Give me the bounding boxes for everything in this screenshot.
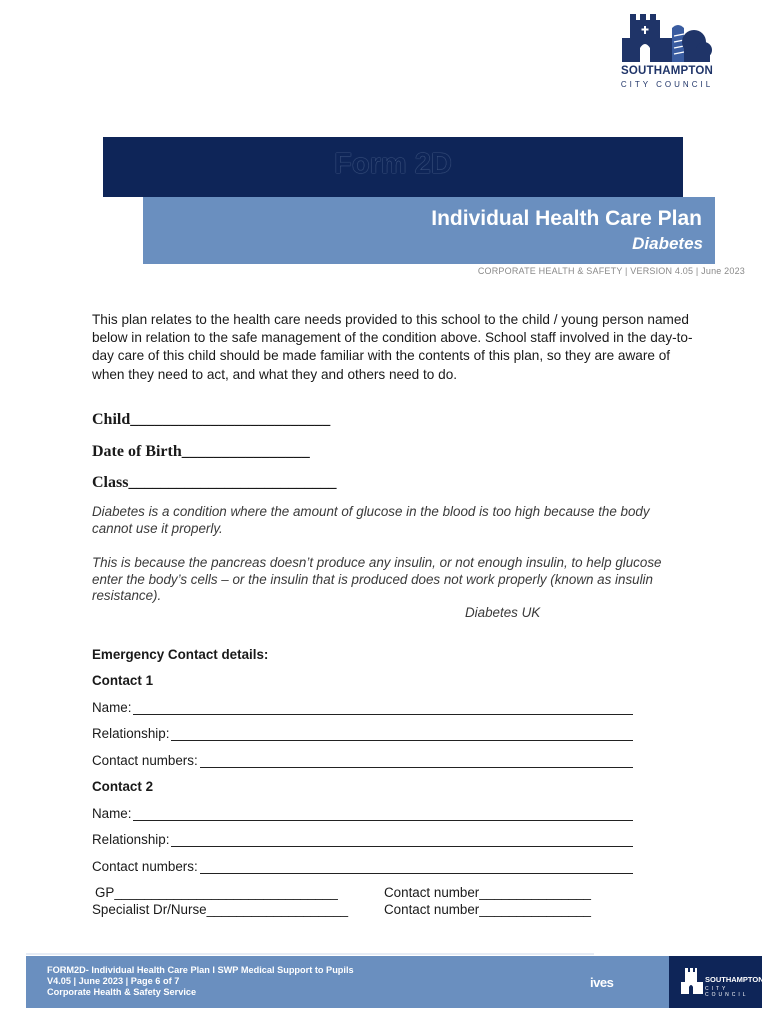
child-field[interactable]: Child_________________________ (92, 411, 331, 428)
definition-source: Diabetes UK (465, 605, 541, 620)
footer-crest-icon (681, 966, 703, 996)
field-label: Relationship: (92, 832, 170, 847)
emergency-heading: Emergency Contact details: (92, 647, 269, 662)
field-line[interactable] (171, 726, 633, 741)
plan-title: Individual Health Care Plan (431, 207, 702, 230)
field-line[interactable] (200, 859, 633, 874)
intro-paragraph: This plan relates to the health care needs provided to this school to the child / young person named below in relation to the safe management of the condition above. School staff involved in the day-to-day care of this child should be made familiar with the contents of this plan, so they are aware of when they need to act, and what they and others need to do. (92, 312, 693, 382)
footer-line-2: V4.05 | June 2023 | Page 6 of 7 (47, 976, 180, 986)
field-label: Contact numbers: (92, 859, 198, 874)
date-of-birth-field[interactable]: Date of Birth________________ (92, 443, 310, 460)
gp-field[interactable]: GP______________________________ (95, 885, 338, 900)
contact-1-numbers-field[interactable] (92, 753, 633, 768)
contact-2-numbers-field[interactable] (92, 859, 633, 874)
contact-2-heading: Contact 2 (92, 779, 154, 794)
class-field[interactable]: Class__________________________ (92, 474, 337, 491)
contact-1-relationship-field[interactable] (92, 726, 633, 741)
footer-divider (26, 953, 594, 955)
field-label: Name: (92, 806, 132, 821)
footer-logo-name: SOUTHAMPTON (705, 975, 764, 984)
logo-name: SOUTHAMPTON (620, 65, 714, 77)
field-label: Contact numbers: (92, 753, 198, 768)
footer-logo (669, 956, 762, 1008)
logo-subtitle: CITY COUNCIL (620, 80, 714, 89)
footer-line-1: FORM2D- Individual Health Care Plan I SWP Medical Support to Pupils (47, 965, 354, 975)
contact-1-heading: Contact 1 (92, 673, 154, 688)
plan-condition: Diabetes (632, 234, 703, 253)
field-line[interactable] (133, 700, 633, 715)
field-line[interactable] (133, 806, 633, 821)
footer-logo-subtitle: CITY COUNCIL (705, 986, 749, 998)
field-label: Relationship: (92, 726, 170, 741)
contact-1-name-field[interactable] (92, 700, 633, 715)
contact-2-relationship-field[interactable] (92, 832, 633, 847)
field-label: Name: (92, 700, 132, 715)
specialist-field[interactable]: Specialist Dr/Nurse___________________ (92, 902, 349, 917)
field-line[interactable] (200, 753, 633, 768)
council-logo (612, 8, 722, 92)
definition-paragraph-2: This is because the pancreas doesn’t produce any insulin, or not enough insulin, to help glucose enter the body’s cells – or the insulin that is produced does not work properly (known as insulin resistance). (92, 555, 662, 604)
specialist-contact-number-field[interactable]: Contact number_______________ (384, 902, 591, 917)
version-line: CORPORATE HEALTH & SAFETY | VERSION 4.05 | June 2023 (477, 266, 745, 276)
contact-2-name-field[interactable] (92, 806, 633, 821)
castle-crest-icon (620, 8, 712, 64)
footer-line-3: Corporate Health & Safety Service (47, 987, 197, 997)
definition-paragraph-1: Diabetes is a condition where the amount of glucose in the blood is too high because the body cannot use it properly. (92, 504, 650, 536)
footer-mark: ives (590, 975, 614, 990)
form-title: Form 2D (334, 148, 452, 180)
field-line[interactable] (171, 832, 633, 847)
gp-contact-number-field[interactable]: Contact number_______________ (384, 885, 591, 900)
